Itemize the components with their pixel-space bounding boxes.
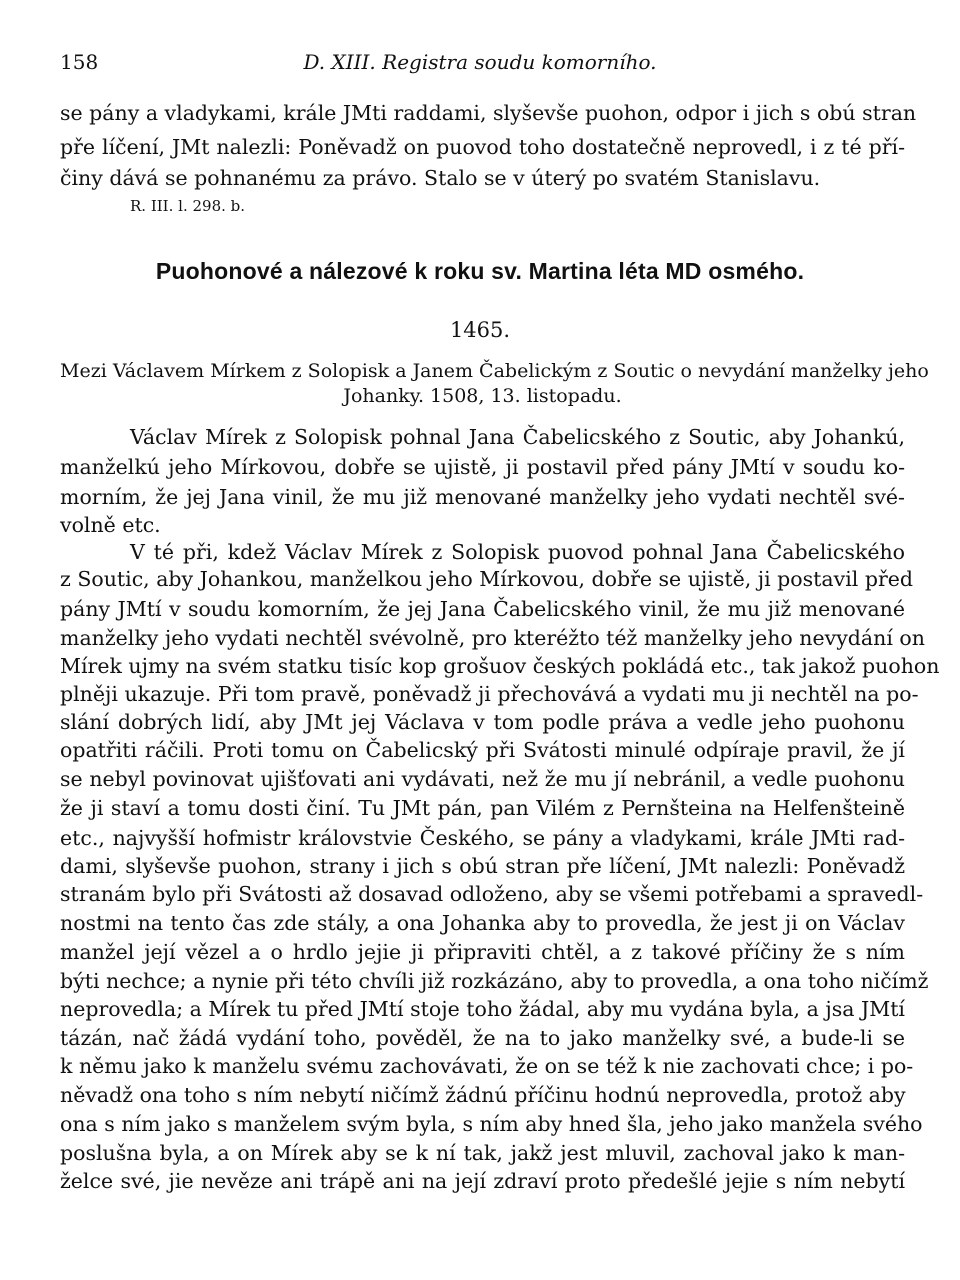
paragraph-2-line: neprovedla; a Mírek tu před JMtí stoje toho žádal, aby mu vydána byla, a jsa JMtí xyxy=(60,997,905,1021)
continuation-line: pře líčení, JMt nalezli: Poněvadž on puovod toho dostatečně neprovedl, i z té pří- xyxy=(60,135,905,159)
paragraph-2-line: k němu jako k manželu svému zachovávati, že on se též k nie zachovati chce; i po- xyxy=(60,1054,914,1078)
continuation-line: se pány a vladykami, krále JMti raddami, slyševše puohon, odpor i jich s obú stran xyxy=(60,101,917,125)
paragraph-2-line: z Soutic, aby Johankou, manželkou jeho Mírkovou, dobře se ujistě, ji postavil před xyxy=(60,567,914,591)
paragraph-2-line: nostmi na tento čas zde stály, a ona Johanka aby to provedla, že jest ji on Václav xyxy=(60,911,905,935)
paragraph-2-line: želce své, jie nevěze ani trápě ani na její zdraví proto předešlé jejie s ním nebytí xyxy=(60,1169,905,1193)
paragraph-1-line: volně etc. xyxy=(60,513,161,537)
paragraph-1-line: manželkú jeho Mírkovou, dobře se ujistě, ji postavil před pány JMtí v soudu ko- xyxy=(60,455,905,479)
paragraph-2-line: tázán, nač žádá vydání toho, pověděl, že na to jako manželky své, a bude-li se xyxy=(60,1026,905,1050)
paragraph-2-line: slání dobrých lidí, aby JMt jej Václava v tom podle práva a vedle jeho puohonu xyxy=(60,710,905,734)
paragraph-1-line: morním, že jej Jana vinil, že mu již menované manželky jeho vydati nechtěl své- xyxy=(60,485,905,509)
document-number: 1465. xyxy=(449,318,511,342)
archival-reference: R. III. l. 298. b. xyxy=(130,197,246,215)
paragraph-2-line: manželky jeho vydati nechtěl svévolně, pro kteréžto též manželky jeho nevydání on xyxy=(60,626,925,650)
paragraph-2-line: V té při, kdež Václav Mírek z Solopisk puovod pohnal Jana Čabelicského xyxy=(130,540,905,564)
continuation-line: činy dává se pohnanému za právo. Stalo se v úterý po svatém Stanislavu. xyxy=(60,166,821,190)
paragraph-2-line: pány JMtí v soudu komorním, že jej Jana Čabelicského vinil, že mu již menované xyxy=(60,597,905,621)
paragraph-2-line: dami, slyševše puohon, strany i jich s obú stran pře líčení, JMt nalezli: Poněvadž xyxy=(60,854,905,878)
section-heading: Puohonové a nálezové k roku sv. Martina léta MD osmého. xyxy=(155,258,805,284)
paragraph-2-line: že ji staví a tomu dosti činí. Tu JMt pán, pan Vilém z Pernšteina na Helfenšteině xyxy=(60,796,905,820)
page-number: 158 xyxy=(60,50,99,74)
paragraph-2-line: opatřiti ráčili. Proti tomu on Čabelicský při Svátosti minulé odpíraje pravil, že jí xyxy=(60,738,905,762)
paragraph-2-line: se nebyl povinovat ujišťovati ani vydávati, než že mu jí nebránil, a vedle puohonu xyxy=(60,767,905,791)
paragraph-2-line: býti nechce; a nynie při této chvíli již rozkázáno, aby to provedla, a ona toho ničímž xyxy=(60,969,929,993)
paragraph-2-line: stranám bylo při Svátosti až dosavad odloženo, aby se všemi potřebami a spravedl- xyxy=(60,882,924,906)
paragraph-2-line: etc., najvyšší hofmistr královstvie Českého, se pány a vladykami, krále JMti rad- xyxy=(60,826,905,850)
regest-line: Mezi Václavem Mírkem z Solopisk a Janem Čabelickým z Soutic o nevydání manželky jeho xyxy=(60,360,929,382)
paragraph-2-line: plněji ukazuje. Při tom pravě, poněvadž ji přechovává a vydati mu ji nechtěl na po- xyxy=(60,682,919,706)
paragraph-2-line: Mírek ujmy na svém statku tisíc kop grošuov českých pokládá etc., tak jakož puohon xyxy=(60,654,940,678)
running-title: D. XIII. Registra soudu komorního. xyxy=(303,50,657,74)
paragraph-1-line: Václav Mírek z Solopisk pohnal Jana Čabelicského z Soutic, aby Johankú, xyxy=(130,425,905,449)
paragraph-2-line: poslušna byla, a on Mírek aby se k ní tak, jakž jest mluvil, zachoval jako k man- xyxy=(60,1141,905,1165)
paragraph-2-line: ona s ním jako s manželem svým byla, s ním aby hned šla, jeho jako manžela svého xyxy=(60,1112,923,1136)
paragraph-2-line: něvadž ona toho s ním nebytí ničímž žádnú příčinu hodnú neprovedla, protož aby xyxy=(60,1083,906,1107)
regest-line: Johanky. 1508, 13. listopadu. xyxy=(343,385,622,407)
paragraph-2-line: manžel její vězel a o hrdlo jejie ji připraviti chtěl, a z takové příčiny že s ním xyxy=(60,940,905,964)
